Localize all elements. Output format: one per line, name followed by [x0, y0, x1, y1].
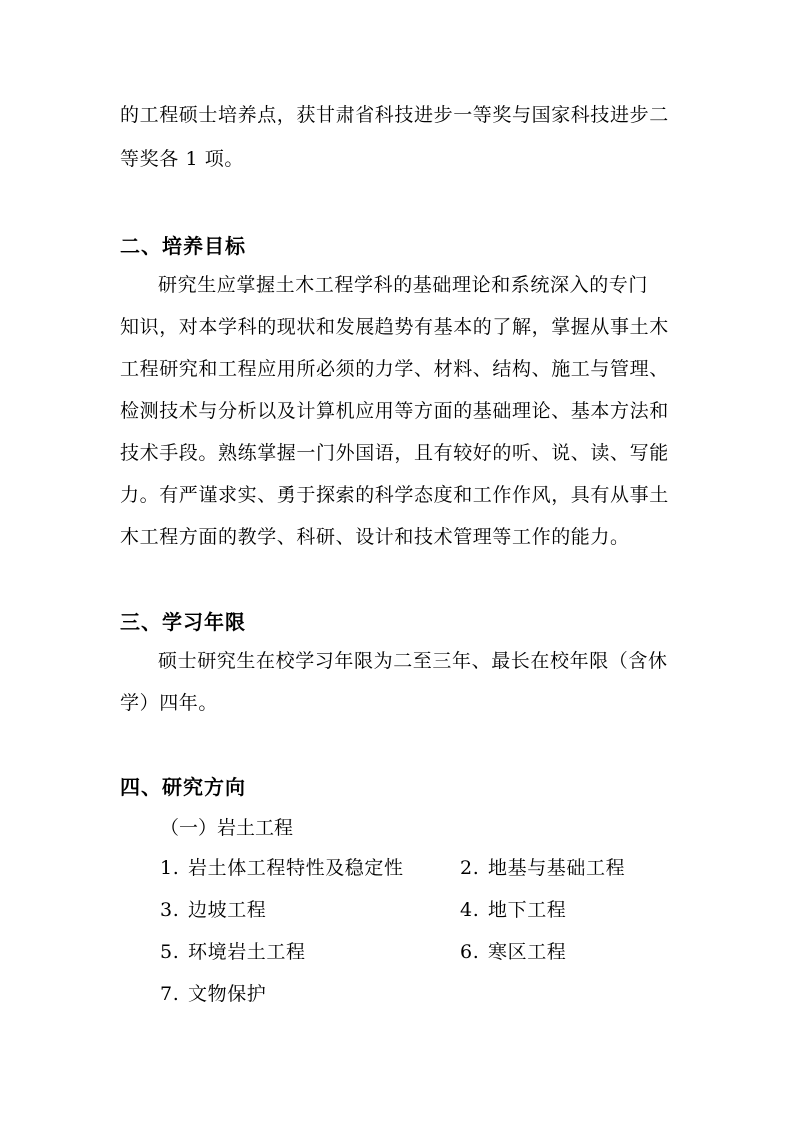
list-item-number: 6. — [460, 941, 480, 963]
list-item-number: 1. — [160, 857, 180, 879]
list-item — [460, 895, 566, 922]
goals-line-2: 知识，对本学科的现状和发展趋势有基本的了解，掌握从事土木 — [120, 316, 669, 338]
goals-line-1: 研究生应掌握土木工程学科的基础理论和系统深入的专门 — [158, 274, 649, 296]
list-item-number: 5. — [160, 941, 180, 963]
subheading-geotechnical: （一）岩土工程 — [160, 817, 294, 839]
goals-line-6: 力。有严谨求实、勇于探索的科学态度和工作作风，具有从事土 — [120, 484, 669, 506]
list-item — [160, 979, 266, 1006]
intro-line-2: 等奖各 1 项。 — [120, 148, 244, 170]
list-item-number: 3. — [160, 899, 180, 921]
list-item-label: 岩土体工程特性及稳定性 — [188, 857, 404, 879]
goals-line-3: 工程研究和工程应用所必须的力学、材料、结构、施工与管理、 — [120, 358, 669, 380]
list-item-label: 地基与基础工程 — [488, 857, 626, 879]
list-item-number: 2. — [460, 857, 480, 879]
section-heading-duration: 三、学习年限 — [120, 610, 246, 634]
section-heading-directions: 四、研究方向 — [120, 775, 246, 799]
intro-line-1: 的工程硕士培养点，获甘肃省科技进步一等奖与国家科技进步二 — [120, 104, 669, 126]
list-item-number: 4. — [460, 899, 480, 921]
list-item — [160, 895, 266, 922]
goals-line-7: 木工程方面的教学、科研、设计和技术管理等工作的能力。 — [120, 526, 630, 548]
list-item-label: 寒区工程 — [488, 941, 567, 963]
list-item — [460, 937, 566, 964]
goals-line-5: 技术手段。熟练掌握一门外国语，且有较好的听、说、读、写能 — [120, 442, 669, 464]
goals-line-4: 检测技术与分析以及计算机应用等方面的基础理论、基本方法和 — [120, 400, 669, 422]
section-heading-goals: 二、培养目标 — [120, 234, 246, 258]
list-item — [160, 853, 404, 880]
list-item-label: 地下工程 — [488, 899, 567, 921]
list-item — [460, 853, 625, 880]
list-item-label: 边坡工程 — [188, 899, 267, 921]
list-item — [160, 937, 306, 964]
duration-line-1: 硕士研究生在校学习年限为二至三年、最长在校年限（含休 — [158, 650, 668, 672]
list-item-label: 文物保护 — [188, 983, 267, 1005]
list-item-number: 7. — [160, 983, 180, 1005]
list-item-label: 环境岩土工程 — [188, 941, 306, 963]
duration-line-2: 学）四年。 — [120, 692, 219, 714]
